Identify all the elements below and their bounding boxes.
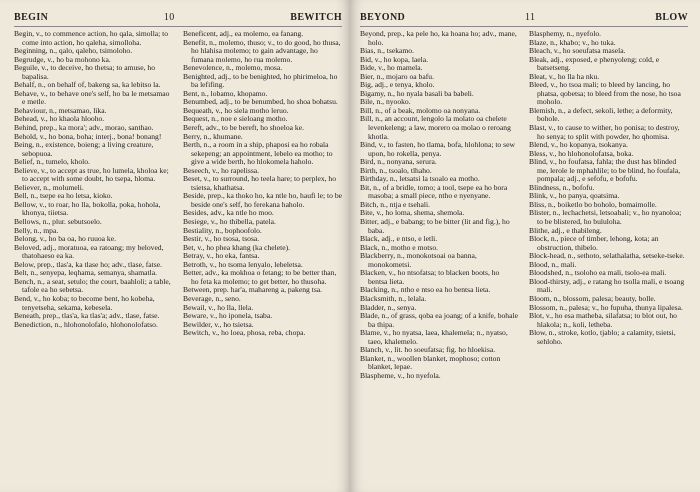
dictionary-entry: Being, n., existence, boieng; a living creature, sebopuoa. [14, 140, 154, 158]
dictionary-entry: Betray, v., ho eka, fantsa. [183, 251, 260, 261]
dictionary-entry: Beneficent, adj., ea molemo, ea fanang. [183, 29, 304, 38]
dictionary-entry: Bleak, adj., exposed, e phenyoleng; cold, e batsetseng. [529, 54, 660, 73]
dictionary-entry: Big, adj., e tenya, kholo. [360, 80, 435, 90]
dictionary-entry: Bent, n., lobamo, khopamo. [183, 88, 268, 98]
dictionary-entry: Bias, n., tsekamo. [360, 46, 414, 56]
dictionary-entry: Bestir, v., ho tsosa, tsosa. [183, 234, 260, 244]
dictionary-entry: Blemish, n., a defect, sekoli, lethe; a deformity, bohole. [529, 105, 673, 124]
dictionary-entry: Beside, prep., ka thoko ho, ka ntle ho, haufi le; to be beside one's self, ho ferekana haholo. [183, 191, 343, 209]
dictionary-entry: Bier, n., mojaro oa bafu. [360, 71, 434, 81]
dictionary-entry: Blacken, v., ho ntsofatsa; to blacken boots, ho bentsa lieta. [360, 268, 500, 286]
dictionary-entry: Benumbed, adj., to be benumbed, ho shoa bohatsu. [183, 97, 338, 107]
dictionary-entry: Belly, n., mpa. [14, 225, 59, 235]
dictionary-entry: Bitch, n., ntja e tsehali. [360, 199, 431, 209]
dictionary-entry: Behold, v., ho bona, boha; interj., bona! bonang! [14, 131, 162, 141]
dictionary-entry: Birth, n., tsoalo, tlhaho. [360, 165, 432, 175]
left-column-2 [183, 30, 342, 492]
dictionary-entry: Blood, n., mali. [529, 259, 577, 269]
dictionary-entry: Behaviour, n., metsamao, lika. [14, 105, 107, 115]
dictionary-entry: Between, prep. har'a, mahareng a, pakeng tsa. [183, 285, 323, 295]
dictionary-entry: Blend, v., ho kopanya, tsokanya. [529, 140, 628, 150]
dictionary-entry: Begin, v., to commence action, ho qala, simolla; to come into action, ho qaleha, simolloha. [14, 29, 169, 47]
dictionary-entry: Beloved, adj., moratuoa, ea ratoang; my beloved, thatohaeso ea ka. [14, 242, 164, 261]
dictionary-entry: Bit, n., of a bridle, tomo; a tool, tsepe ea ho bora masoba; a small piece, ntho e nyenyane. [360, 182, 508, 201]
dictionary-entry: Behead, v., ho khaola hlooho. [14, 114, 105, 124]
dictionary-entry: Beverage, n., seno. [183, 293, 241, 303]
dictionary-entry: Bequest, n., noe e sieloang motho. [183, 114, 288, 124]
dictionary-entry: Blithe, adj., e thabileng. [529, 225, 602, 235]
left-page-number: 10 [163, 12, 175, 23]
dictionary-entry: Bellows, n., plur. sebutsoelo. [14, 217, 102, 227]
dictionary-entry: Block, n., piece of timber, lehong, kota; an obstruction, thibelo. [529, 234, 659, 252]
dictionary-entry: Blot, v., ho esa matheba, silafatsa; to blot out, ho hlakola; n., koli, letheba. [529, 311, 677, 329]
dictionary-entry: Besides, adv., ka ntle ho moo. [183, 208, 274, 218]
dictionary-entry: Blister, n., lechachetsi, letsoabali; v., ho nyanoloa; to be blistered, ho bululoha. [529, 208, 682, 227]
dictionary-entry: Bleed, v., ho tsoa mali; to bleed by lancing, ho phatsa, qobetsa; to bleed from the nose, ho tsoa moholo. [529, 80, 681, 107]
dictionary-entry: Bleach, v., ho soeufatsa masela. [529, 46, 626, 56]
dictionary-entry: Bloom, n., blossom, palesa; beauty, bolle. [529, 293, 656, 303]
dictionary-entry: Blaspheme, v., ho nyefola. [360, 370, 441, 380]
dictionary-entry: Betroth, v., ho tsoma lenyalo, lebeletsa. [183, 259, 303, 269]
dictionary-entry: Blast, v., to cause to wither, ho ponisa; to destroy, ho senya; to split with powder, ho qhomisa. [529, 123, 680, 141]
dictionary-entry: Bet, v., ho phea khang (ka chelete). [183, 242, 291, 252]
dictionary-entry: Bewitch, v., ho loea, phosa, reba, chopa. [183, 328, 306, 338]
dictionary-entry: Below, prep., tlas'a, ka tlase ho; adv., tlase, fatse. [14, 259, 162, 269]
dictionary-entry: Bide, v., ho mamela. [360, 63, 423, 73]
dictionary-entry: Blood-thirsty, adj., e ratang ho tsolla mali, e tsoang mali. [529, 276, 685, 295]
dictionary-entry: Benediction, n., hlohonolofalo, hlohonolofatso. [14, 319, 158, 329]
dictionary-entry: Bile, n., nyooko. [360, 97, 411, 107]
dictionary-entry: Block-head, n., sethoto, selathalatha, setseke-tseke. [529, 251, 685, 261]
left-guide-word-first: BEGIN [14, 12, 49, 23]
dictionary-entry: Behalf, n., on behalf of, bakeng sa, ka lebitso la. [14, 80, 161, 90]
dictionary-entry: Believe, v., to accept as true, ho lumela, kholoa ke; to accept with some doubt, ho tsepa, hloma. [14, 165, 169, 184]
dictionary-entry: Bite, v., ho loma, shema, shemola. [360, 208, 465, 218]
dictionary-entry: Bladder, n., senya. [360, 302, 417, 312]
dictionary-entry: Bereft, adv., to be bereft, ho shoeloa ke. [183, 123, 304, 133]
dictionary-entry: Bloodshed, n., tsoloho ea mali, tsolo-ea mali. [529, 268, 667, 278]
dictionary-entry: Behind, prep., ka mora'; adv., morao, santhao. [14, 123, 154, 133]
dictionary-entry: Beguile, v., to deceive, ho thetsa; to amuse, ho bapalisa. [14, 63, 156, 81]
dictionary-entry: Belt, n., senyepa, leqhama, semanya, shamatla. [14, 268, 157, 278]
dictionary-entry: Berry, n., khumane. [183, 131, 243, 141]
dictionary-entry: Bill, n., an account, lengolo la molato oa chelete levenkeleng; a law, morero oa molao o reroang khotla. [360, 114, 511, 141]
dictionary-entry: Blossom, n., palesa; v., ho fupuha, thunya lipalesa. [529, 302, 683, 312]
dictionary-entry: Besiege, v., ho thibella, patela. [183, 217, 276, 227]
dictionary-entry: Blanch, v., lit. ho soeufatsa; fig. ho hloekisa. [360, 345, 496, 355]
left-guide-word-last: BEWITCH [290, 12, 342, 23]
right-guide-word-first: BEYOND [360, 12, 406, 23]
dictionary-entry: Behave, v., to behave one's self, ho ba le metsamao e metle. [14, 88, 170, 107]
dictionary-entry: Bigamy, n., ho nyala basali ba babeli. [360, 88, 474, 98]
dictionary-entry: Black, n., motho e motso. [360, 242, 439, 252]
dictionary-entry: Berth, n., a room in a ship, phaposi ea ho robala sekepeng; an appointment, lebelo ea motho; to give a wide berth, ho hlokomela haholo. [183, 140, 333, 167]
dictionary-entry: Blind, v., ho foufatsa, fahla; the dust has blinded me, lerole le mphahlile; to be blind, ho foufala, pompala; adj., e sefofu, e bofofu. [529, 157, 681, 184]
dictionary-entry: Bend, v., ho koba; to become bent, ho kobeha, tenyetseha, sekama, kebesela. [14, 293, 155, 312]
dictionary-entry: Belong, v., ho ba oa, ho ruuoa ke. [14, 234, 116, 244]
right-guide-word-last: BLOW [655, 12, 688, 23]
dictionary-entry: Bewail, v., ho lla, llela. [183, 302, 254, 312]
dictionary-entry: Benefit, n., molemo, thuso; v., to do good, ho thusa, ho hlahisa molemo; to gain advantage, ho fumana molemo, ho rua molemo. [183, 37, 341, 64]
dictionary-entry: Blacksmith, n., lelala. [360, 293, 427, 303]
dictionary-entry: Bestiality, n., bophoofolo. [183, 225, 262, 235]
dictionary-entry: Beyond, prep., ka pele ho, ka hoana ho; adv., mane, holo. [360, 29, 517, 47]
dictionary-entry: Bell, n., tsepe ea ho letsa, kioko. [14, 191, 113, 201]
dictionary-entry: Blaze, n., khabo; v., ho tuka. [529, 37, 616, 47]
dictionary-entry: Blanket, n., woollen blanket, mophoso; cotton blanket, lepae. [360, 353, 501, 372]
dictionary-entry: Blame, v., ho nyatsa, laea, khalemela; n., nyatso, taeo, khalemelo. [360, 328, 508, 346]
dictionary-entry: Bill, n., of a beak, molomo oa nonyana. [360, 105, 481, 115]
dictionary-entry: Bid, v., ho kopa, laela. [360, 54, 429, 64]
dictionary-entry: Blindness, n., bofofu. [529, 182, 595, 192]
right-column-2 [529, 30, 688, 492]
dictionary-entry: Bleat, v., ho lla ha nku. [529, 71, 600, 81]
dictionary-entry: Bequeath, v., ho siela motho leruo. [183, 105, 289, 115]
dictionary-entry: Belief, n., tumelo, kholo. [14, 157, 90, 167]
left-page-header [14, 12, 342, 27]
dictionary-entry: Bind, v., to fasten, ho tlama, bofa, hlohlona; to sew upon, ho rokella, penya. [360, 140, 515, 158]
dictionary-entry: Bliss, n., boiketlo bo boholo, bomaimolle. [529, 199, 657, 209]
dictionary-entry: Bless, v., ho hlohonolofatsa, boka. [529, 148, 634, 158]
dictionary-entry: Blasphemy, n., nyefolo. [529, 29, 602, 38]
left-column-1 [14, 30, 173, 492]
dictionary-entry: Begrudge, v., ho ba mohono ka. [14, 54, 111, 64]
dictionary-entry: Better, adv., ka mokhoa o fetang; to be better than, ho feta ka molemo; to get better, ho thusoha. [183, 268, 337, 286]
dictionary-entry: Benighted, adj., to be benighted, ho phirimeloa, ho ba lefifing. [183, 71, 338, 90]
dictionary-entry: Beneath, prep., tlas'a, ka tlas'a; adv., tlase, fatse. [14, 311, 160, 321]
dictionary-entry: Blacking, n., ntho e ntso ea ho bentsa lieta. [360, 285, 491, 295]
dictionary-entry: Beware, v., ho iponela, tsaba. [183, 311, 273, 321]
dictionary-entry: Blade, n., of grass, qoba ea joang; of a knife, bohale ba thipa. [360, 311, 518, 329]
right-page-header [360, 12, 688, 27]
dictionary-entry: Black, adj., e ntso, e letli. [360, 234, 438, 244]
dictionary-entry: Blow, n., stroke, kotlo, tjablo; a calamity, tsietsi, sehloho. [529, 328, 676, 346]
dictionary-entry: Birthday, n., letsatsi la tsoalo ea motho. [360, 174, 480, 184]
dictionary-entry: Beginning, n., qalo, qaleho, tsimoloho. [14, 46, 133, 56]
dictionary-entry: Believer, n., molumeli. [14, 182, 84, 192]
dictionary-entry: Blackberry, n., monokotsoai oa banna, monokometsi. [360, 251, 477, 269]
dictionary-entry: Blink, v., ho panya, qoatsima. [529, 191, 620, 201]
dictionary-entry: Bitter, adj., e babang; to be bitter (lit and fig.), ho baba. [360, 217, 510, 235]
dictionary-entry: Bewilder, v., ho tsietsa. [183, 319, 254, 329]
dictionary-entry: Bench, n., a seat, setulo; the court, baahloli; a table, tafole ea ho sebetsa. [14, 276, 171, 295]
right-page-number: 11 [525, 12, 536, 23]
right-page [350, 0, 700, 492]
dictionary-entry: Beset, v., to surround, ho teela hare; to perplex, ho tsietsa, khathatsa. [183, 174, 337, 192]
dictionary-entry: Bellow, v., to roar, ho lla, bokolla, poka, hohola, khonya, tiietsa. [14, 199, 161, 218]
dictionary-entry: Bird, n., nonyana, serura. [360, 157, 437, 167]
dictionary-entry: Beseech, v., ho rapelissa. [183, 165, 260, 175]
right-column-1 [360, 30, 519, 492]
dictionary-entry: Benevolence, n., molemo, mosa. [183, 63, 283, 73]
